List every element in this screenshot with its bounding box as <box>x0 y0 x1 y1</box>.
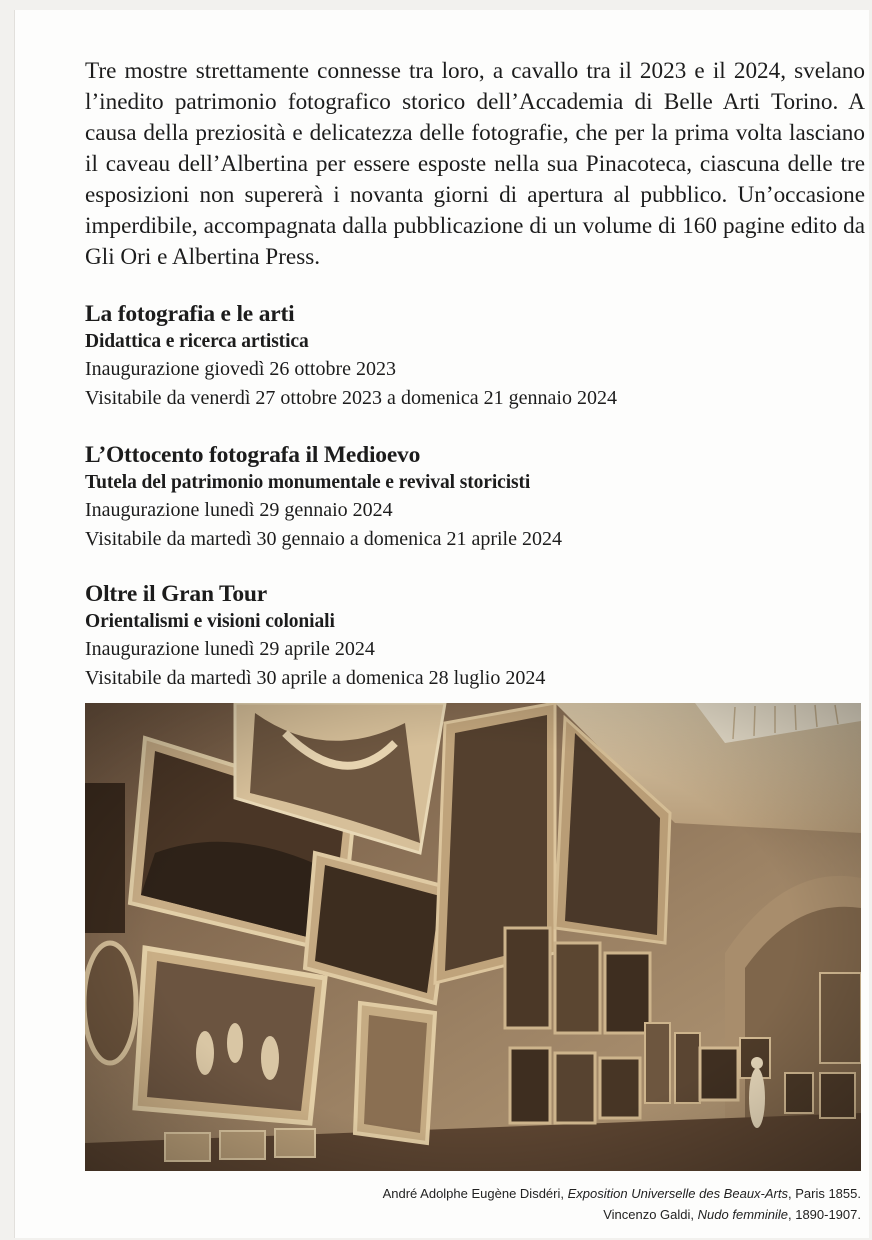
brochure-page <box>14 10 869 1238</box>
caption-work-title: Nudo femminile <box>697 1207 788 1222</box>
caption-author: André Adolphe Eugène Disdéri, <box>382 1186 564 1201</box>
exhibition-subtitle: Orientalismi e visioni coloniali <box>85 611 335 632</box>
exhibition-title: La fotografia e le arti <box>85 301 295 327</box>
exhibition-opening: Inaugurazione lunedì 29 aprile 2024 <box>85 638 375 660</box>
exhibition-3 <box>85 580 865 693</box>
exhibition-dates: Visitabile da martedì 30 aprile a domenica 28 luglio 2024 <box>85 667 546 689</box>
exhibition-title: L’Ottocento fotografa il Medioevo <box>85 442 421 468</box>
historic-gallery-photo <box>85 703 861 1171</box>
caption-author: Vincenzo Galdi, <box>603 1207 695 1222</box>
intro-paragraph: Tre mostre strettamente connesse tra loro, a cavallo tra il 2023 e il 2024, svelano l’inedito patrimonio fotografico storico dell’Accademia di Belle Arti Torino. A causa della preziosità e delicatezza delle fotografie, che per la prima volta lasciano il caveau dell’Albertina per essere esposte nella sua Pinacoteca, ciascuna delle tre esposizioni non supererà i novanta giorni di apertura al pubblico. Un’occasione imperdibile, accompagnata dalla pubblicazione di un volume di 160 pagine edito da Gli Ori e Albertina Press. <box>85 58 865 270</box>
caption-details: , 1890-1907. <box>787 1207 861 1222</box>
photo-caption <box>81 1183 861 1225</box>
caption-details: , Paris 1855. <box>788 1186 861 1201</box>
exhibition-title: Oltre il Gran Tour <box>85 581 268 607</box>
caption-line-2 <box>81 1204 861 1225</box>
caption-work-title: Exposition Universelle des Beaux-Arts <box>567 1186 788 1201</box>
exhibition-opening: Inaugurazione lunedì 29 gennaio 2024 <box>85 499 393 521</box>
exhibition-dates: Visitabile da venerdì 27 ottobre 2023 a domenica 21 gennaio 2024 <box>85 387 617 409</box>
caption-line-1 <box>81 1183 861 1204</box>
exhibition-opening: Inaugurazione giovedì 26 ottobre 2023 <box>85 358 397 380</box>
exhibition-2 <box>85 441 865 554</box>
exhibition-subtitle: Didattica e ricerca artistica <box>85 331 309 352</box>
exhibition-subtitle: Tutela del patrimonio monumentale e revival storicisti <box>85 472 531 493</box>
exhibition-dates: Visitabile da martedì 30 gennaio a domenica 21 aprile 2024 <box>85 528 562 550</box>
exhibition-1 <box>85 300 865 413</box>
